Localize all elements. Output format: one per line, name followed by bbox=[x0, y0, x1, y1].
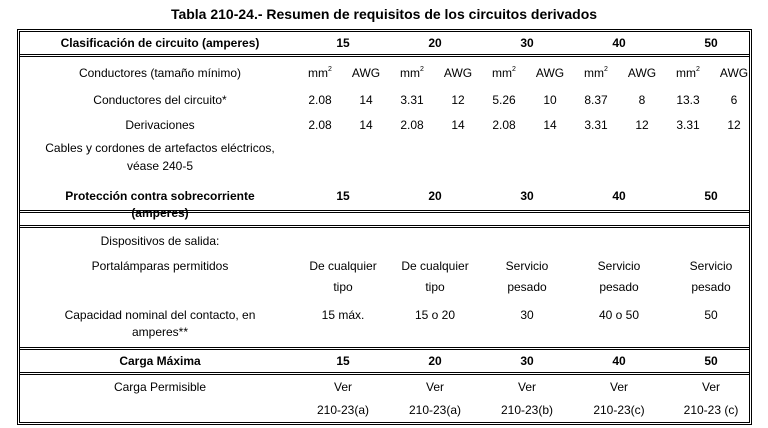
max-load-50: 50 bbox=[704, 354, 718, 368]
classification-15: 15 bbox=[336, 36, 350, 50]
permissible-30-l1: Ver bbox=[517, 380, 536, 394]
classification-50: 50 bbox=[704, 36, 718, 50]
capacity-30: 30 bbox=[520, 308, 534, 322]
capacity-50: 50 bbox=[704, 308, 718, 322]
unit-awg-3: AWG bbox=[627, 66, 657, 80]
unit-mm-superscript: 2 bbox=[512, 66, 516, 73]
permissible-40-l2: 210-23(c) bbox=[593, 403, 645, 417]
permissible-load-label: Carga Permisible bbox=[113, 380, 207, 394]
unit-mm2-3 bbox=[573, 66, 619, 80]
unit-awg-2: AWG bbox=[535, 66, 565, 80]
circuito-awg-0: 14 bbox=[359, 93, 373, 107]
unit-awg-4: AWG bbox=[719, 66, 749, 80]
unit-mm2-4 bbox=[665, 66, 711, 80]
unit-mm2-0 bbox=[297, 66, 343, 80]
derivaciones-awg-2: 14 bbox=[543, 118, 557, 132]
devices-section bbox=[20, 228, 749, 350]
permissible-40-l1: Ver bbox=[609, 380, 628, 394]
lampholder-30-l1: Servicio bbox=[505, 259, 549, 273]
unit-mm2-1 bbox=[389, 66, 435, 80]
lampholder-50-l1: Servicio bbox=[689, 259, 733, 273]
circuito-awg-4: 6 bbox=[730, 93, 738, 107]
permissible-30-l2: 210-23(b) bbox=[500, 403, 554, 417]
unit-mm2-2 bbox=[481, 66, 527, 80]
permissible-15-l1: Ver bbox=[333, 380, 352, 394]
derivaciones-mm2-2: 2.08 bbox=[492, 118, 516, 132]
devices-label: Dispositivos de salida: bbox=[100, 234, 220, 248]
max-load-30: 30 bbox=[520, 354, 534, 368]
lampholder-50-l2: pesado bbox=[691, 280, 731, 294]
circuito-mm2-1: 3.31 bbox=[400, 93, 424, 107]
derivaciones-awg-0: 14 bbox=[359, 118, 373, 132]
protection-label-1: Protección contra sobrecorriente bbox=[65, 189, 255, 203]
permissible-15-l2: 210-23(a) bbox=[316, 403, 370, 417]
max-load-15: 15 bbox=[336, 354, 350, 368]
permissible-50-l2: 210-23 (c) bbox=[683, 403, 739, 417]
unit-mm-text: mm bbox=[584, 66, 605, 80]
max-load-label: Carga Máxima bbox=[119, 354, 201, 368]
unit-mm-superscript: 2 bbox=[696, 66, 700, 73]
capacity-15: 15 máx. bbox=[321, 308, 365, 322]
derivaciones-mm2-1: 2.08 bbox=[400, 118, 424, 132]
taps-label: Derivaciones bbox=[125, 118, 195, 132]
circuito-awg-2: 10 bbox=[543, 93, 557, 107]
circuito-mm2-2: 5.26 bbox=[492, 93, 516, 107]
circuito-awg-3: 8 bbox=[638, 93, 646, 107]
lampholder-40-l2: pesado bbox=[599, 280, 639, 294]
table-title: Tabla 210-24.- Resumen de requisitos de los circuitos derivados bbox=[170, 6, 598, 22]
unit-mm-text: mm bbox=[308, 66, 329, 80]
protection-15: 15 bbox=[336, 189, 350, 203]
max-load-20: 20 bbox=[428, 354, 442, 368]
permissible-load-section bbox=[20, 375, 749, 422]
permissible-50-l1: Ver bbox=[701, 380, 720, 394]
classification-30: 30 bbox=[520, 36, 534, 50]
classification-header bbox=[20, 32, 749, 57]
lampholder-15-l1: De cualquier bbox=[309, 259, 377, 273]
capacity-40: 40 o 50 bbox=[598, 308, 640, 322]
protection-30: 30 bbox=[520, 189, 534, 203]
circuit-conductors-label: Conductores del circuito* bbox=[93, 93, 227, 107]
protection-section bbox=[20, 185, 749, 228]
unit-mm-text: mm bbox=[492, 66, 513, 80]
circuito-mm2-4: 13.3 bbox=[676, 93, 700, 107]
classification-40: 40 bbox=[612, 36, 626, 50]
unit-mm-superscript: 2 bbox=[604, 66, 608, 73]
circuito-mm2-0: 2.08 bbox=[308, 93, 332, 107]
max-load-40: 40 bbox=[612, 354, 626, 368]
lampholder-40-l1: Servicio bbox=[597, 259, 641, 273]
protection-50: 50 bbox=[704, 189, 718, 203]
derivaciones-awg-1: 14 bbox=[451, 118, 465, 132]
lampholder-30-l2: pesado bbox=[507, 280, 547, 294]
unit-mm-superscript: 2 bbox=[420, 66, 424, 73]
classification-20: 20 bbox=[428, 36, 442, 50]
circuito-mm2-3: 8.37 bbox=[584, 93, 608, 107]
classification-label: Clasificación de circuito (amperes) bbox=[60, 36, 260, 50]
max-load-section bbox=[20, 350, 749, 375]
derivaciones-awg-3: 12 bbox=[635, 118, 649, 132]
permissible-20-l1: Ver bbox=[425, 380, 444, 394]
conductor-size-label: Conductores (tamaño mínimo) bbox=[78, 66, 242, 80]
protection-label-2: (amperes) bbox=[131, 206, 189, 220]
derivaciones-mm2-4: 3.31 bbox=[676, 118, 700, 132]
derivaciones-awg-4: 12 bbox=[727, 118, 741, 132]
cables-label-1: Cables y cordones de artefactos eléctricos, bbox=[45, 141, 275, 155]
unit-awg-0: AWG bbox=[351, 66, 381, 80]
requirements-table bbox=[17, 29, 752, 425]
lampholders-label: Portalámparas permitidos bbox=[91, 259, 229, 273]
capacity-label-1: Capacidad nominal del contacto, en bbox=[64, 308, 256, 322]
cables-label-2: véase 240-5 bbox=[126, 159, 194, 173]
lampholder-20-l1: De cualquier bbox=[401, 259, 469, 273]
capacity-label-2: amperes** bbox=[131, 325, 189, 339]
circuito-awg-1: 12 bbox=[451, 93, 465, 107]
unit-mm-text: mm bbox=[400, 66, 421, 80]
lampholder-20-l2: tipo bbox=[425, 280, 445, 294]
permissible-20-l2: 210-23(a) bbox=[408, 403, 462, 417]
capacity-20: 15 o 20 bbox=[414, 308, 456, 322]
lampholder-15-l2: tipo bbox=[333, 280, 353, 294]
protection-40: 40 bbox=[612, 189, 626, 203]
derivaciones-mm2-3: 3.31 bbox=[584, 118, 608, 132]
unit-awg-1: AWG bbox=[443, 66, 473, 80]
protection-20: 20 bbox=[428, 189, 442, 203]
unit-mm-text: mm bbox=[676, 66, 697, 80]
derivaciones-mm2-0: 2.08 bbox=[308, 118, 332, 132]
unit-mm-superscript: 2 bbox=[328, 66, 332, 73]
